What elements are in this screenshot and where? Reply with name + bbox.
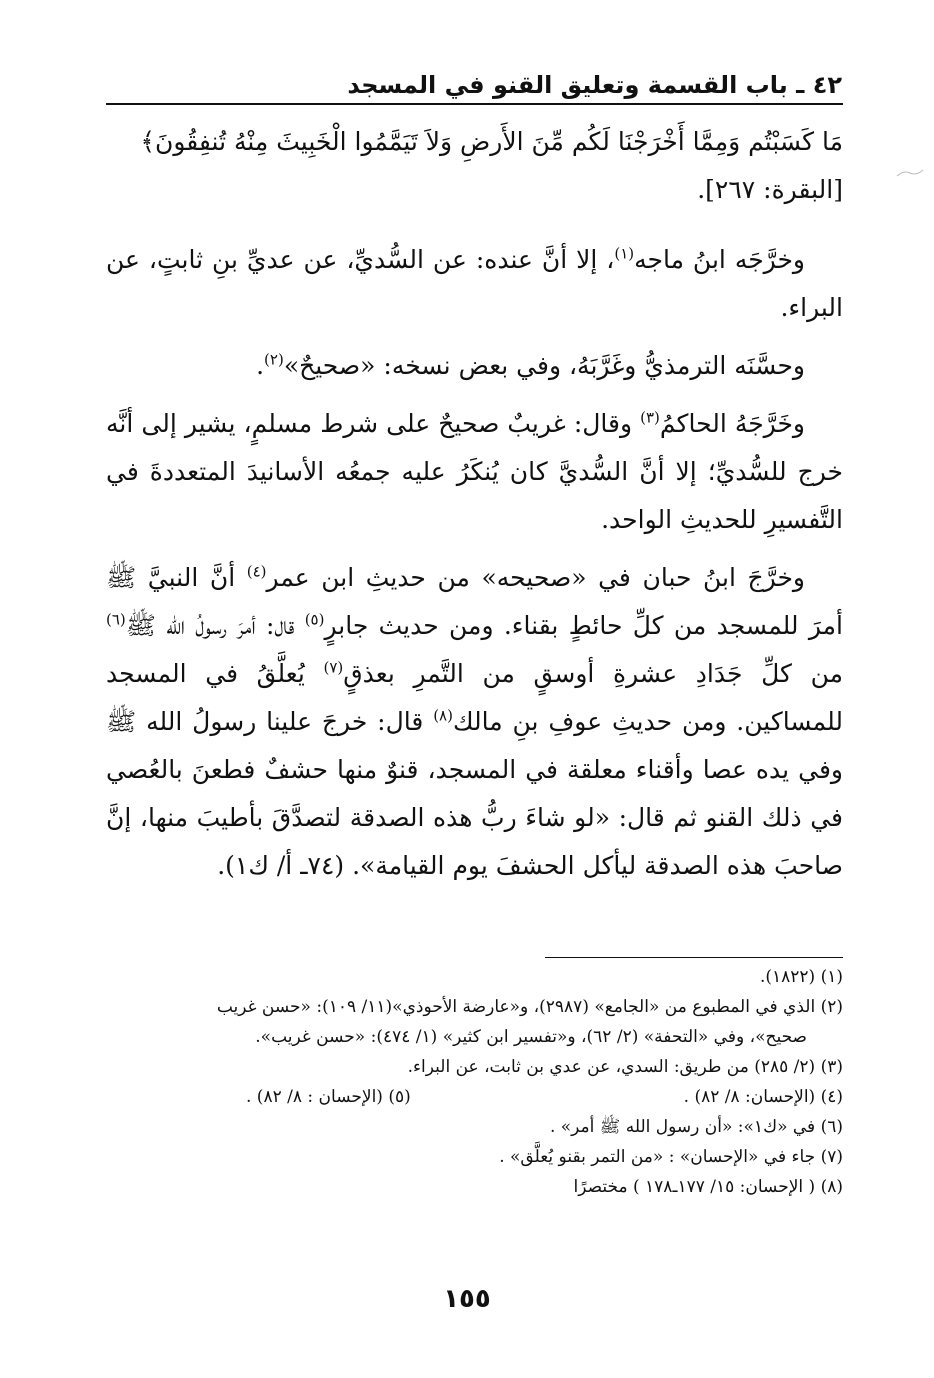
text-run: قال: خرجَ علينا رسولُ الله ﷺ وفي يده عصا وأقناء معلقة في المسجد، قنوٌ منها حشفٌ فطعنَ بالعُصي في ذلك القنو ثم قال: «لو شاءَ ربُّ هذه الصدقة لتصدَّقَ بأطيبَ منها، إنَّ صاحبَ هذه الصدقة ليأكل الحشفَ يوم القيامة». (٧٤ـ أ/ ك١).: [106, 707, 843, 880]
verse-text: مَا كَسَبْتُم وَمِمَّا أَخْرَجْنَا لَكُم مِّنَ الأَرضِ وَلاَ تَيَمَّمُوا الْخَبِيثَ مِنْهُ تُنفِقُونَ﴾: [140, 127, 843, 156]
footnote-7: (٧) جاء في «الإحسان» : «من التمر بقنو يُعلَّق» .: [499, 1147, 843, 1167]
paragraph-ibn-majah: [106, 236, 843, 332]
footnote-ref-8[interactable]: (٨): [433, 706, 453, 725]
footnote-ref-7[interactable]: (٧): [323, 658, 344, 677]
text-run: وخرَّجَ ابنُ حبان في «صحيحه» من حديثِ ابن عمر: [266, 563, 805, 592]
text-run: .: [256, 351, 265, 380]
footnote-4-5-row: [106, 1082, 843, 1112]
footnote-ref-6[interactable]: (٦): [106, 610, 126, 629]
footnotes: [106, 962, 843, 1202]
footnote-2: (٢) الذي في المطبوع من «الجامع» (٢٩٨٧)، و«عارضة الأحوذي»(١١/ ١٠٩): «حسن غريب: [216, 997, 843, 1017]
footnote-ref-3[interactable]: (٣): [640, 408, 660, 427]
footnote-4: (٤) (الإحسان: ٨/ ٨٢) .: [683, 1087, 843, 1107]
text-run: قال: أمرَ رسولُ الله ﷺ: [125, 611, 305, 640]
paragraph-hakim: [106, 400, 843, 544]
margin-mark: [896, 168, 924, 178]
page-number: ١٥٥: [443, 1284, 491, 1314]
footnote-1: (١) (١٨٢٢).: [759, 967, 843, 987]
quran-verse-line: [106, 118, 843, 166]
footnote-2-continuation: صحيح»، وفي «التحفة» (٢/ ٦٢)، و«تفسير ابن كثير» (١/ ٤٧٤): «حسن غريب».: [255, 1027, 807, 1047]
paragraph-tirmidhi: [106, 342, 843, 390]
footnote-ref-2[interactable]: (٢): [264, 350, 284, 369]
footnote-ref-1[interactable]: (١): [614, 244, 635, 263]
footnote-3: (٣) (٢/ ٢٨٥) من طريق: السدي، عن عدي بن ثابت، عن البراء.: [407, 1057, 843, 1077]
header-rule: [106, 103, 843, 105]
running-head: ٤٢ ـ باب القسمة وتعليق القنو في المسجد: [347, 71, 842, 99]
text-run: أنَّ النبيَّ ﷺ أمرَ للمسجد من كلِّ حائطٍ بقناء. ومن حديث جابرٍ: [106, 563, 843, 640]
text-run: وخرَّجَه ابنُ ماجه: [634, 245, 805, 274]
verse-ref-text: [البقرة: ٢٦٧].: [697, 175, 843, 204]
main-text: [106, 118, 843, 890]
footnote-ref-5[interactable]: (٥): [304, 610, 325, 629]
text-run: يُعلَّقُ في المسجد للمساكين. ومن حديثِ عوفِ بنِ مالك: [106, 659, 843, 736]
text-run: ، إلا أنَّ عنده: عن السُّديِّ، عن عديِّ بنِ ثابتٍ، عن البراء.: [106, 245, 843, 322]
footnote-8: (٨) ( الإحسان: ١٥/ ١٧٧ـ١٧٨ ) مختصرًا: [573, 1177, 843, 1197]
verse-reference: [106, 166, 843, 214]
text-run: وخَرَّجَهُ الحاكمُ: [659, 409, 806, 438]
paragraph-ibn-hibban: [106, 554, 843, 890]
footnote-5: (٥) (الإحسان : ٨/ ٨٢) .: [246, 1087, 411, 1107]
text-run: وحسَّنَه الترمذيُّ وغَرَّبَهُ، وفي بعض نسخه: «صحيحٌ»: [283, 351, 805, 380]
footnote-separator: [545, 957, 843, 958]
text-run: وقال: غريبٌ صحيحٌ على شرط مسلمٍ، يشير إلى أنَّه خرج للسُّديِّ؛ إلا أنَّ السُّديَّ كان يُنكَرُ عليه جمعُه الأسانيدَ المتعددةَ في التَّفسيرِ للحديثِ الواحد.: [106, 409, 843, 534]
footnote-ref-4[interactable]: (٤): [246, 562, 267, 581]
footnote-6: (٦) في «ك١»: «أن رسول الله ﷺ أمر» .: [549, 1117, 843, 1137]
text-run: من كلِّ جَدَادِ عشرةِ أوسقٍ من التَّمرِ بعذقٍ: [343, 659, 844, 688]
